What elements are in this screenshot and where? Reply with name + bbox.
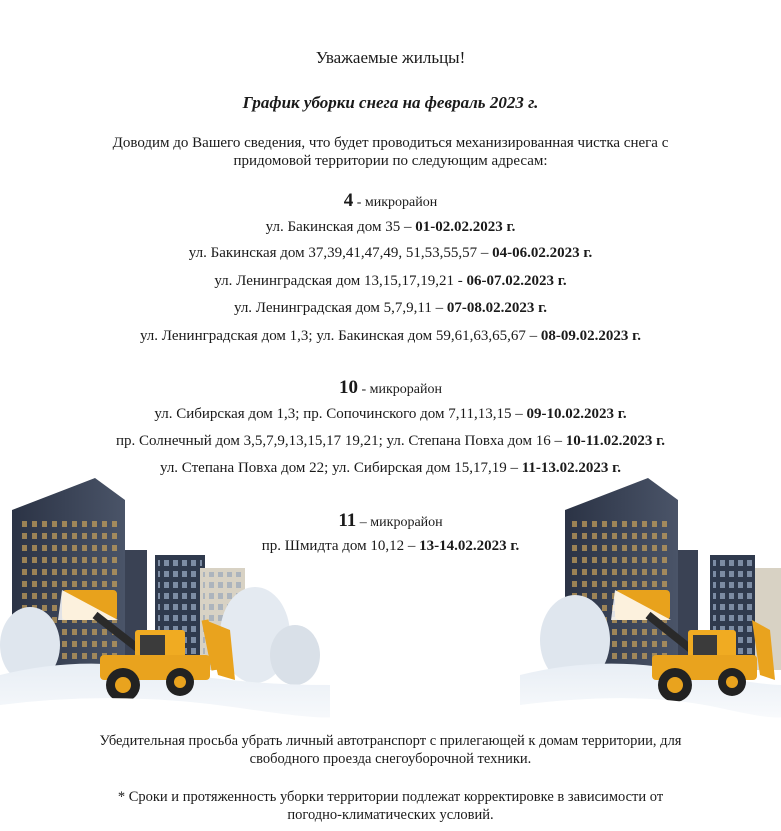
greeting: Уважаемые жильцы! <box>315 48 466 67</box>
request-line-1: Убедительная просьба убрать личный автотранспорт с прилегающей к домам территории, для <box>99 733 682 749</box>
entry-dates: 10-11.02.2023 г. <box>565 433 666 449</box>
entry-dates: 09-10.02.2023 г. <box>526 406 627 422</box>
district-separator: - <box>353 195 365 210</box>
entry-address: ул. Бакинская дом 37,39,41,47,49, 51,53,55,57 – <box>188 245 493 261</box>
entry-address: пр. Шмидта дом 10,12 – <box>261 538 420 554</box>
schedule-entry <box>0 219 781 236</box>
note-line-2: погодно-климатических условий. <box>287 807 494 823</box>
left-winter-scene-illustration <box>0 470 330 750</box>
district-label: микрорайон <box>370 515 443 530</box>
district-heading-4 <box>0 190 781 212</box>
entry-dates: 07-08.02.2023 г. <box>446 300 547 316</box>
district-number: 10 <box>338 377 358 398</box>
schedule-entry <box>0 433 781 450</box>
entry-dates: 11-13.02.2023 г. <box>521 460 622 476</box>
entry-address: ул. Степана Повха дом 22; ул. Сибирская дом 15,17,19 – <box>159 460 522 476</box>
entry-dates: 04-06.02.2023 г. <box>492 245 593 261</box>
intro-line-1: Доводим до Вашего сведения, что будет проводиться механизированная чистка снега с <box>112 135 669 151</box>
entry-dates: 06-07.02.2023 г. <box>466 273 567 289</box>
district-number: 11 <box>338 510 357 531</box>
entry-dates: 08-09.02.2023 г. <box>540 328 642 344</box>
document-title: График уборки снега на февраль 2023 г. <box>242 93 539 112</box>
district-heading-10 <box>0 377 781 399</box>
district-label: микрорайон <box>364 195 438 210</box>
note-line-1: * Сроки и протяженность уборки территории подлежат корректировке в зависимости от <box>117 789 664 805</box>
schedule-entry <box>0 300 781 317</box>
schedule-entry <box>0 328 781 345</box>
schedule-entry <box>0 273 781 290</box>
intro-line-2: придомовой территории по следующим адресам: <box>233 153 548 169</box>
right-winter-scene-illustration <box>520 470 781 740</box>
district-separator: - <box>357 382 370 397</box>
entry-address: ул. Сибирская дом 1,3; пр. Сопочинского дом 7,11,13,15 – <box>154 406 527 422</box>
district-label: микрорайон <box>369 382 443 397</box>
entry-address: ул. Ленинградская дом 5,7,9,11 – <box>233 300 447 316</box>
entry-dates: 13-14.02.2023 г. <box>419 538 520 554</box>
district-number: 4 <box>343 190 354 211</box>
schedule-entry <box>0 245 781 262</box>
request-line-2: свободного проезда снегоуборочной техники. <box>249 751 532 767</box>
entry-address: ул. Ленинградская дом 1,3; ул. Бакинская дом 59,61,63,65,67 – <box>139 328 541 344</box>
district-separator: – <box>356 515 371 530</box>
entry-address: пр. Солнечный дом 3,5,7,9,13,15,17 19,21; ул. Степана Повха дом 16 – <box>115 433 566 449</box>
entry-address: ул. Бакинская дом 35 – <box>265 219 416 235</box>
schedule-entry <box>0 406 781 423</box>
entry-dates: 01-02.02.2023 г. <box>415 219 516 235</box>
entry-address: ул. Ленинградская дом 13,15,17,19,21 - <box>214 273 467 289</box>
